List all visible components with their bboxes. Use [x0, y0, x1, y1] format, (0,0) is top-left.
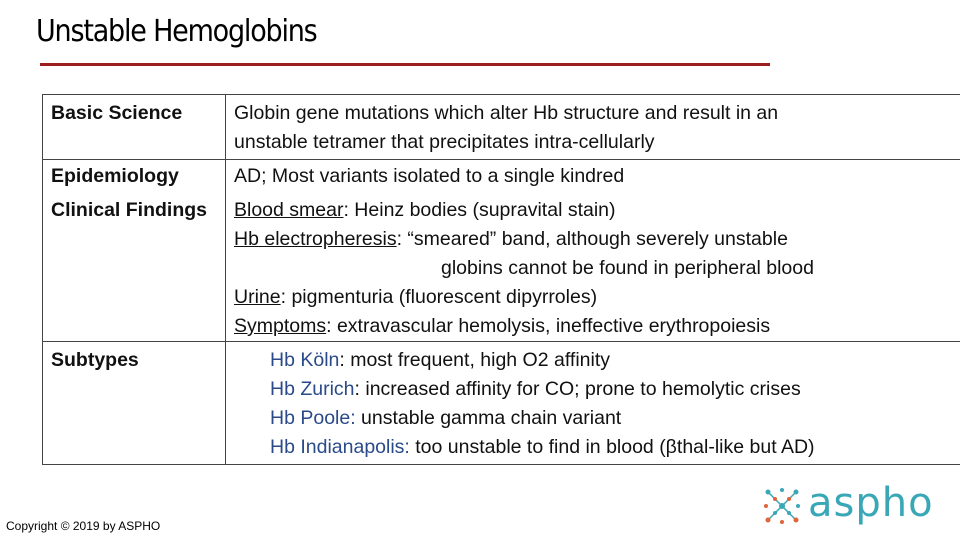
table-row [43, 194, 960, 342]
row-value-subtypes [226, 342, 960, 465]
subtype-name: Hb Zurich [270, 378, 355, 400]
finding-key: Symptoms [234, 315, 327, 337]
row-label-epidemiology: Epidemiology [43, 160, 226, 195]
copyright-notice: Copyright © 2019 by ASPHO [6, 519, 161, 533]
text-line [234, 283, 960, 312]
text-line: unstable tetramer that precipitates intra-cellularly [234, 131, 655, 153]
info-table [42, 94, 960, 465]
finding-text: : pigmenturia (fluorescent dipyrroles) [280, 286, 598, 308]
finding-key: Blood smear [234, 199, 344, 221]
text-line [234, 196, 960, 225]
list-item [234, 346, 960, 375]
subtype-name: Hb Indianapolis: [270, 436, 410, 458]
finding-text: : Heinz bodies (supravital stain) [343, 199, 616, 221]
text-line: globins cannot be found in peripheral blood [441, 257, 814, 279]
finding-key: Hb electropheresis [234, 228, 397, 250]
row-value-basic-science [226, 95, 960, 160]
subtype-text: : most frequent, high O2 affinity [339, 349, 610, 371]
row-value-epidemiology: AD; Most variants isolated to a single kindred [226, 160, 960, 195]
row-value-clinical [226, 194, 960, 342]
logo-text: aspho [808, 480, 934, 526]
table-row [43, 160, 960, 195]
subtype-text: : increased affinity for CO; prone to hemolytic crises [354, 378, 801, 400]
table-row [43, 95, 960, 160]
molecule-icon [760, 484, 804, 528]
subtype-name: Hb Köln [270, 349, 340, 371]
subtype-name: Hb Poole: [270, 407, 356, 429]
title-divider [40, 63, 770, 66]
finding-text: : “smeared” band, although severely unstable [396, 228, 788, 250]
text-line [234, 225, 960, 254]
subtype-text: too unstable to find in blood (βthal-like but AD) [409, 436, 815, 458]
row-label-basic-science: Basic Science [43, 95, 226, 160]
list-item [234, 404, 960, 433]
aspho-logo [760, 480, 950, 528]
subtype-text: unstable gamma chain variant [355, 407, 622, 429]
row-label-clinical: Clinical Findings [43, 194, 226, 342]
page-title: Unstable Hemoglobins [36, 14, 317, 49]
list-item [234, 375, 960, 404]
finding-text: : extravascular hemolysis, ineffective erythropoiesis [326, 315, 771, 337]
table-row [43, 342, 960, 465]
text-line [234, 312, 960, 341]
text-line: Globin gene mutations which alter Hb structure and result in an [234, 102, 779, 124]
list-item [234, 433, 960, 462]
finding-key: Urine [234, 286, 281, 308]
row-label-subtypes: Subtypes [43, 342, 226, 465]
